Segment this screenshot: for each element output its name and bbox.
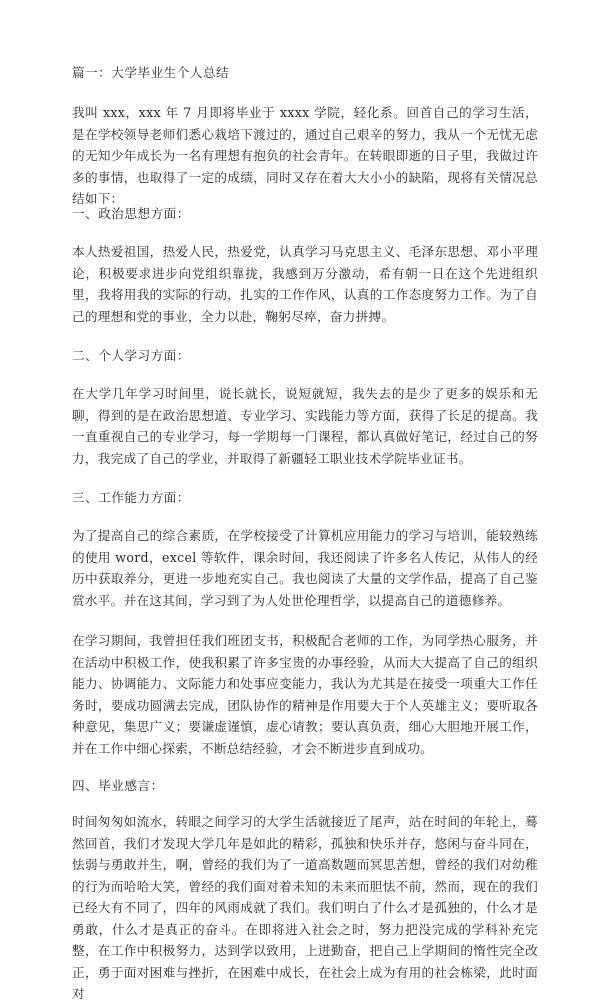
section-heading-politics: 一、政治思想方面： bbox=[72, 206, 190, 221]
section-heading-work: 三、工作能力方面： bbox=[72, 490, 190, 505]
section-text-graduation: 时间匆匆如流水，转眼之间学习的大学生活就接近了尾声，站在时间的年轮上，蓦然回首，我们才发现大学几年是如此的精彩，孤独和快乐并存，悠闲与奋斗同在，怯弱与勇敢并生，啊，曾经的我们为了一道高数题而冥思苦想，曾经的我们对幼稚的行为而哈哈大笑，曾经的我们面对着未知的未来而胆怯不前，然而，现在的我们已经大有不同了，四年的风雨成就了我们。我们明白了什么才是孤独的，什么才是勇敢，什么才是真正的奋斗。在即将进入社会之时，努力把没完成的学科补充完整，在工作中积极努力，达到学以致用，上进勤奋，把自己上学期间的惰性完全改正，勇于面对困难与挫折，在困难中成长，在社会上成为有用的社会栋梁，此时面对 bbox=[72, 814, 538, 1001]
document-title: 篇一：大学毕业生个人总结 bbox=[72, 65, 230, 80]
intro-paragraph: 我叫 xxx，xxx 年 7 月即将毕业于 xxxx 学院，轻化系。回首自己的学习生活，是在学校领导老师们悉心栽培下渡过的，通过自己艰辛的努力，我从一个无忧无虑的无知少年成长为一名有理想有抱负的社会青年。在转眼即逝的日子里，我做过许多的事情，也取得了一定的成绩，同时又存在着大大小小的缺陷，现将有关情况总结如下： bbox=[72, 105, 538, 206]
section-text-study: 在大学几年学习时间里，说长就长，说短就短，我失去的是少了更多的娱乐和无聊，得到的是在政治思想道、专业学习、实践能力等方面，获得了长足的提高。我一直重视自己的专业学习，每一学期每一门课程，都认真做好笔记，经过自己的努力，我完成了自己的学业，并取得了新疆轻工职业技术学院毕业证书。 bbox=[72, 386, 538, 466]
section-text-politics: 本人热爱祖国，热爱人民，热爱党，认真学习马克思主义、毛泽东思想、邓小平理论，积极要求进步向党组织靠拢，我感到万分激动，希有朝一日在这个先进组织里，我将用我的实际的行动，扎实的工作作风，认真的工作态度努力工作。为了自己的理想和党的事业，全力以赴，鞠躬尽瘁，奋力拼搏。 bbox=[72, 244, 538, 324]
section-heading-graduation: 四、毕业感言： bbox=[72, 778, 164, 793]
section-heading-study: 二、个人学习方面： bbox=[72, 348, 190, 363]
section-text-work-2: 在学习期间，我曾担任我们班团支书，积极配合老师的工作，为同学热心服务，并在活动中积极工作，使我积累了许多宝贵的办事经验，从而大大提高了自己的组织能力、协调能力、文际能力和处事应变能力，我认为尤其是在接受一项重大工作任务时，要成功圆满去完成，团队协作的精神是作用要大于个人英雄主义；要听取各种意见，集思广义；要谦虚谨慎，虚心请教；要认真负责，细心大胆地开展工作，并在工作中细心探索，不断总结经验，才会不断进步直到成功。 bbox=[72, 633, 538, 756]
section-text-work-1: 为了提高自己的综合素质，在学校接受了计算机应用能力的学习与培训，能较熟练的使用 word，excel 等软件，课余时间，我还阅读了许多名人传记，从伟人的经历中获取养分，更进一步地充实自己。我也阅读了大量的文学作品，提高了自己鉴赏水平。并在这其间，学习到了为人处世伦理哲学，以提高自己的道德修养。 bbox=[72, 528, 538, 608]
